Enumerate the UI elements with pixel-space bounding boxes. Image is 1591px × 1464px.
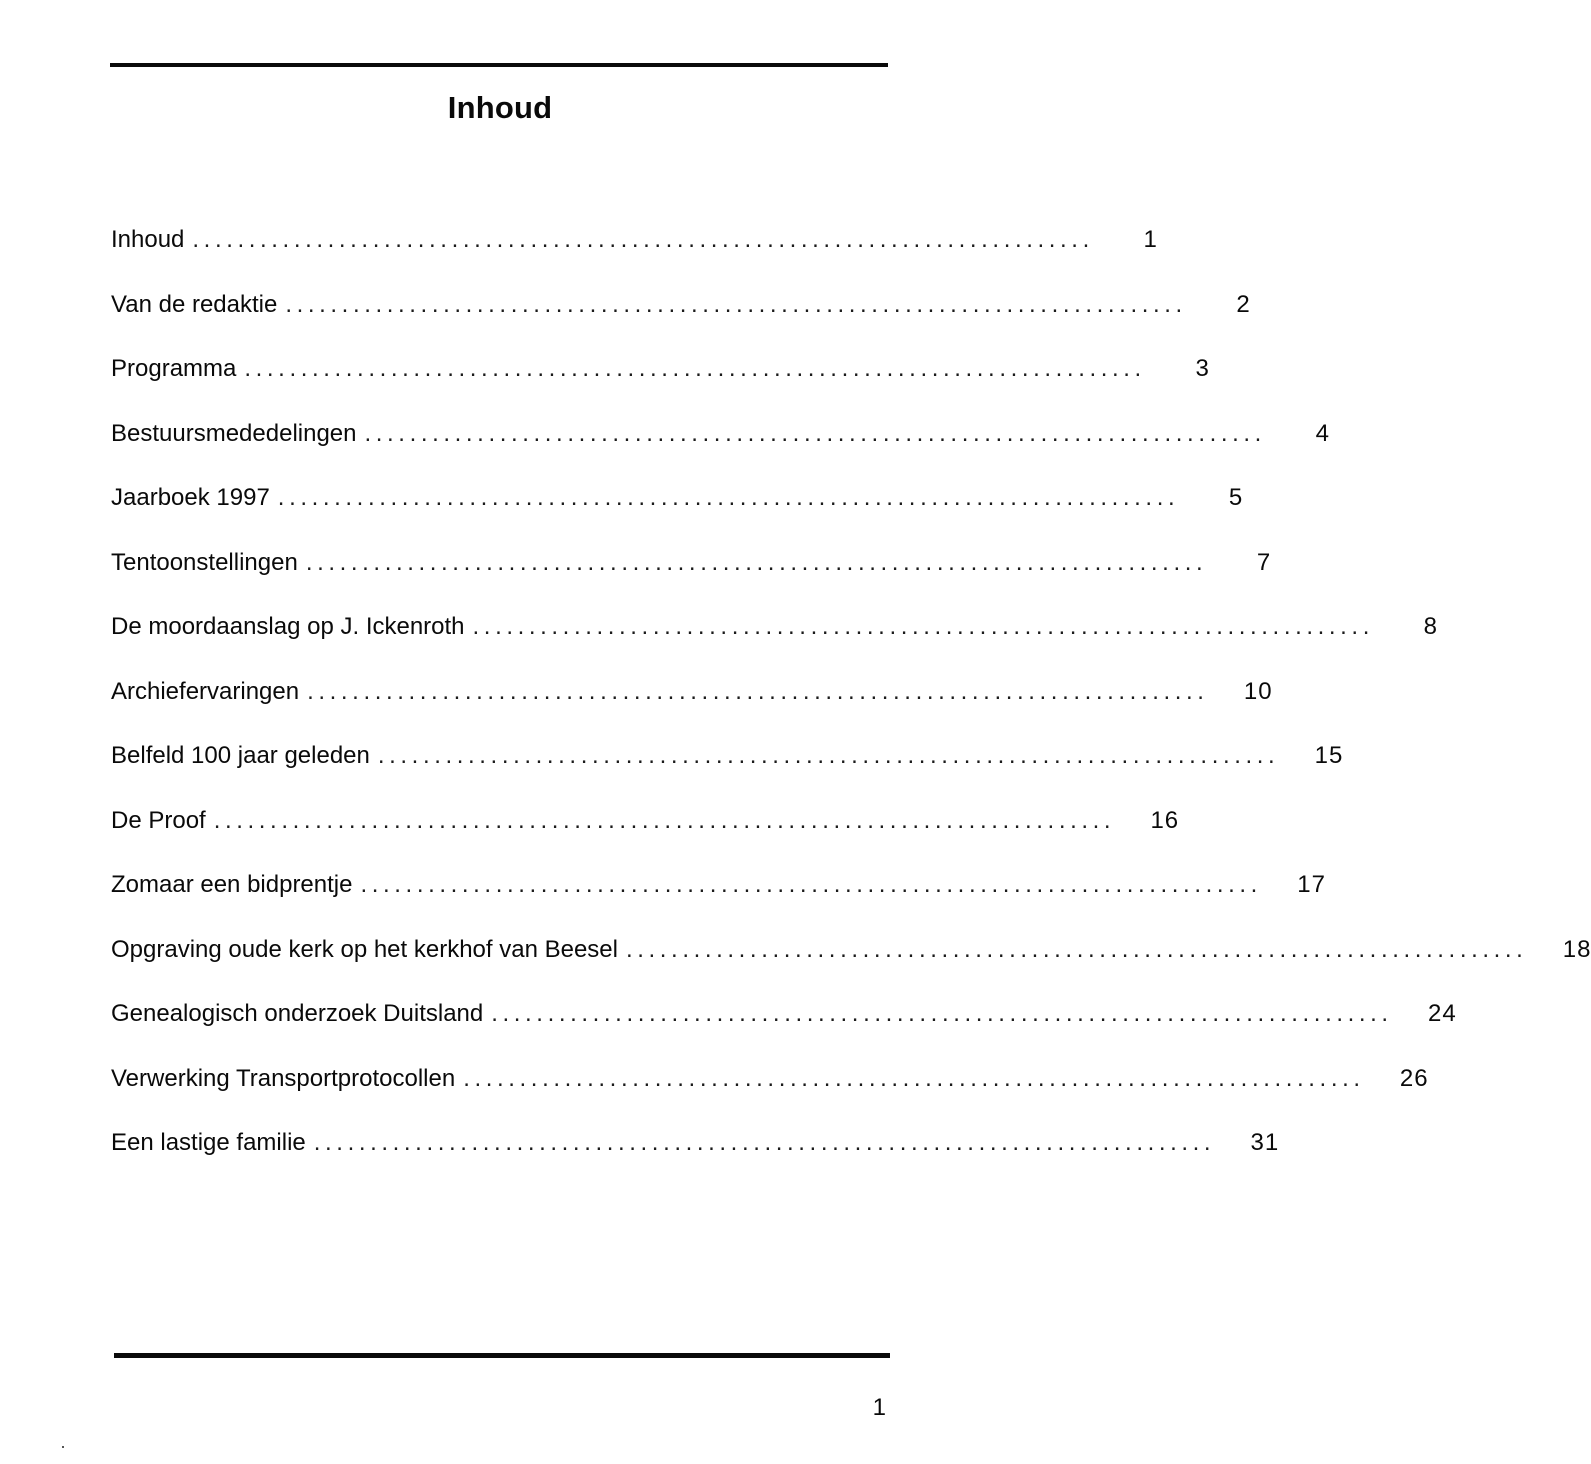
toc-entry-title: Zomaar een bidprentje — [111, 871, 353, 898]
toc-entry — [111, 871, 1326, 936]
toc-entry-title: Programma — [111, 355, 237, 382]
toc-entry — [111, 742, 1344, 807]
toc-entry-title: Een lastige familie — [111, 1129, 306, 1156]
page-title: Inhoud — [447, 90, 553, 125]
toc-entry-page: 26 — [1399, 1064, 1429, 1092]
dot-leader: ................................................................................ — [377, 742, 1280, 769]
toc-entry-title: Tentoonstellingen — [111, 548, 298, 576]
dot-leader: ................................................................................ — [192, 226, 1094, 253]
toc-entry-page: 4 — [1315, 419, 1330, 447]
dot-leader: ................................................................................ — [285, 290, 1187, 318]
toc-entry-page: 2 — [1236, 290, 1251, 318]
toc-entry-title: De Proof — [111, 806, 206, 834]
toc-entry — [111, 1000, 1457, 1065]
toc-entry-page: 10 — [1243, 677, 1273, 705]
dot-leader: ................................................................................ — [313, 1129, 1216, 1156]
toc-entry-page: 24 — [1427, 1000, 1457, 1027]
toc-entry-title: De moordaanslag op J. Ickenroth — [111, 613, 465, 640]
toc-entry-title: Inhoud — [111, 226, 185, 253]
toc-entry — [111, 226, 1158, 291]
dot-leader: ................................................................................ — [277, 484, 1180, 511]
toc-entry-title: Verwerking Transportprotocollen — [111, 1064, 456, 1092]
toc-entry-page: 18 — [1562, 935, 1591, 963]
dot-leader: ................................................................................ — [472, 613, 1374, 640]
toc-entry-title: Belfeld 100 jaar geleden — [111, 742, 370, 769]
dot-leader: ................................................................................ — [213, 806, 1116, 834]
toc-entry — [111, 806, 1180, 872]
toc-entry-page: 16 — [1150, 806, 1180, 834]
page-number: 1 — [872, 1394, 886, 1421]
dot-leader: ................................................................................ — [307, 677, 1209, 705]
toc-entry — [111, 677, 1273, 743]
toc-entry-page: 5 — [1228, 484, 1244, 511]
toc-entry-title: Van de redaktie — [111, 290, 278, 318]
dot-leader: ................................................................................ — [364, 419, 1266, 447]
toc-entry-page: 15 — [1314, 742, 1344, 769]
dot-leader: ................................................................................ — [625, 935, 1528, 963]
toc-entry-page: 7 — [1256, 548, 1272, 576]
dot-leader: ................................................................................ — [463, 1064, 1365, 1092]
toc-entry-page: 8 — [1423, 613, 1438, 640]
toc-entry-page: 3 — [1195, 355, 1210, 382]
toc-entry — [111, 419, 1330, 485]
toc-entry-title: Bestuursmededelingen — [111, 419, 357, 447]
toc-entry — [111, 613, 1438, 678]
scan-speck — [62, 1446, 64, 1448]
top-rule — [110, 63, 888, 67]
toc-entry — [111, 355, 1210, 420]
toc-entry — [111, 484, 1244, 549]
dot-leader: ................................................................................ — [244, 355, 1146, 382]
toc-entry-page: 1 — [1143, 226, 1158, 253]
toc-entry — [111, 935, 1591, 1001]
toc-entry — [111, 548, 1272, 614]
toc-entry-title: Archiefervaringen — [111, 677, 300, 705]
toc-entry — [111, 290, 1251, 356]
toc-entry — [111, 1129, 1280, 1194]
toc-entry-title: Jaarboek 1997 — [111, 484, 270, 511]
toc-entry-title: Genealogisch onderzoek Duitsland — [111, 1000, 484, 1027]
toc-entry — [111, 1064, 1429, 1130]
table-of-contents — [111, 226, 1591, 1194]
toc-entry-page: 17 — [1297, 871, 1326, 898]
dot-leader: ................................................................................ — [360, 871, 1262, 898]
dot-leader: ................................................................................ — [305, 548, 1208, 576]
bottom-rule — [114, 1353, 890, 1358]
toc-entry-title: Opgraving oude kerk op het kerkhof van Beesel — [111, 935, 618, 963]
dot-leader: ................................................................................ — [491, 1000, 1393, 1027]
toc-entry-page: 31 — [1250, 1129, 1280, 1156]
